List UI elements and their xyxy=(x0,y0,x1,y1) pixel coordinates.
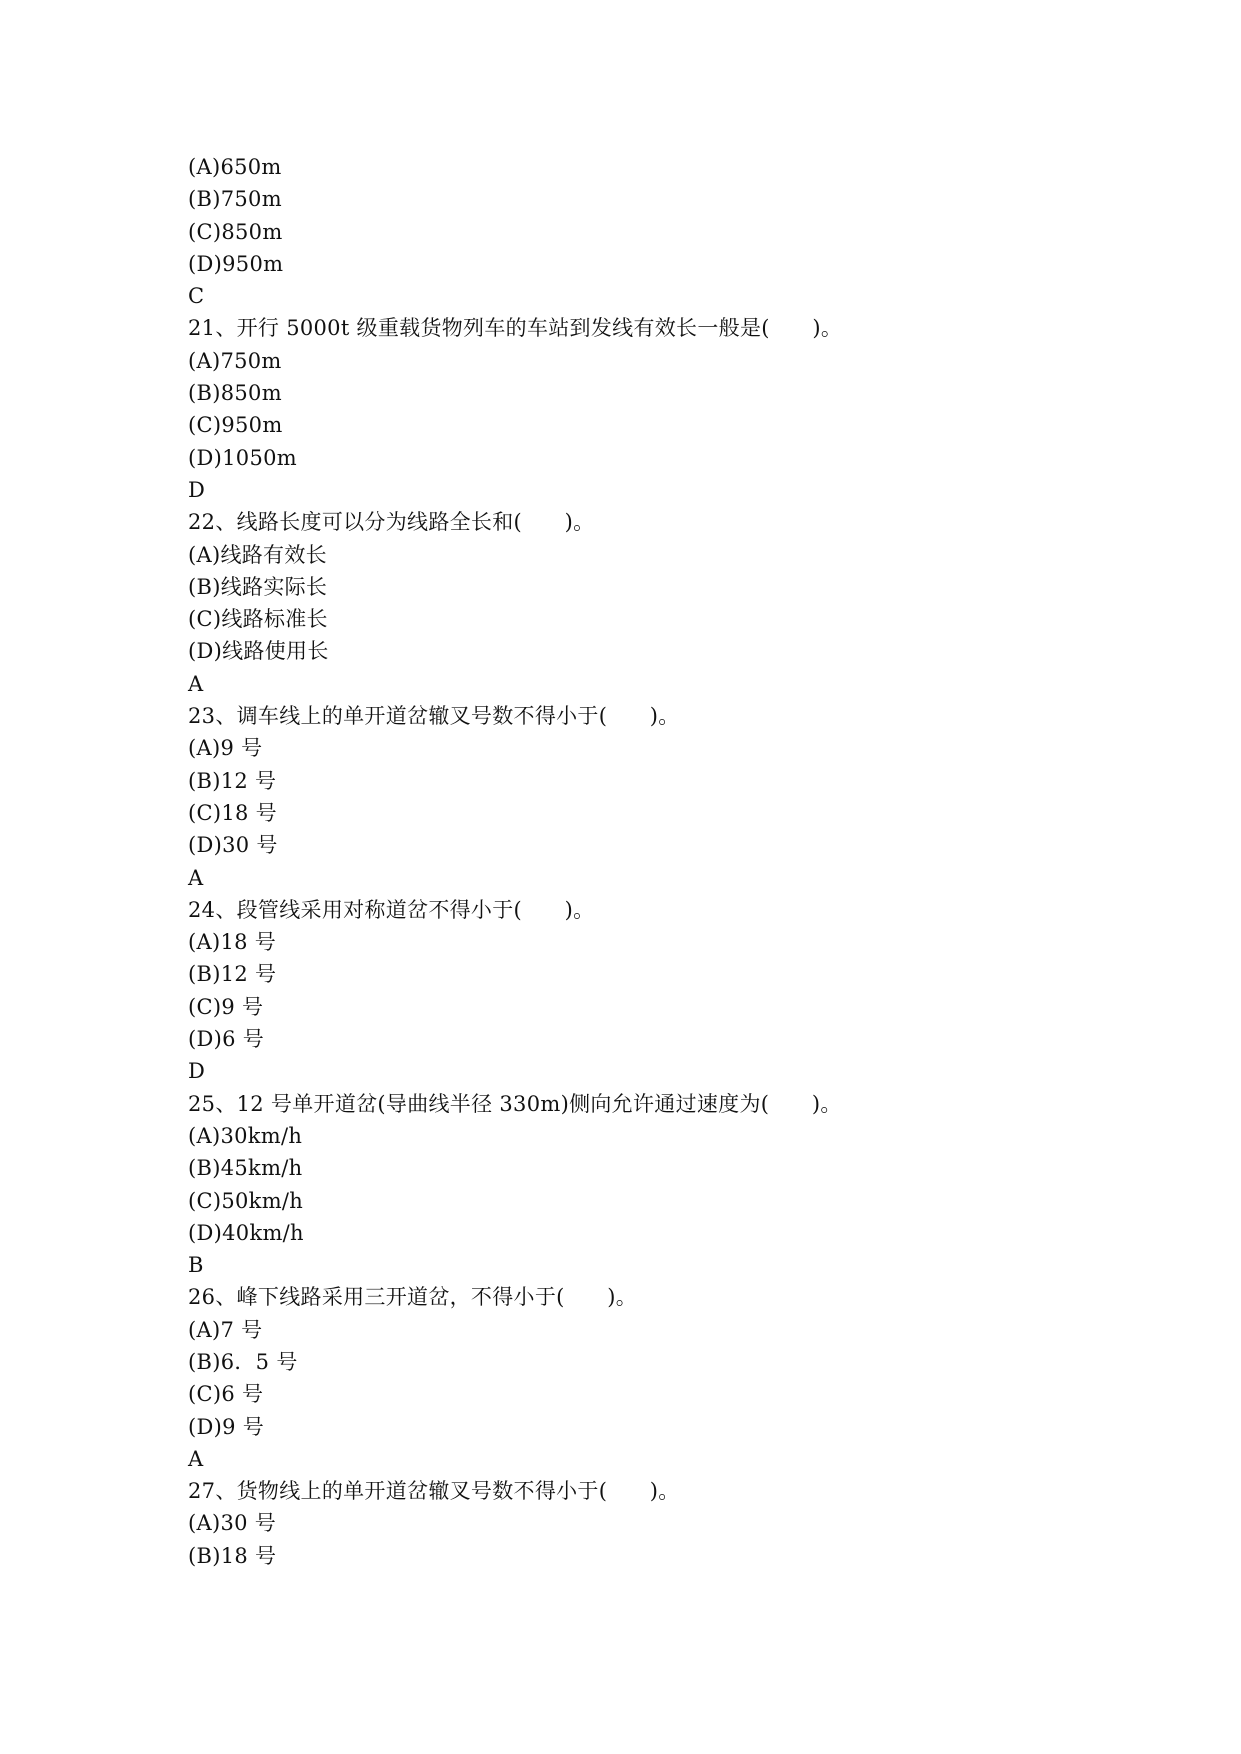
option-line: (D)1050m xyxy=(188,445,297,470)
option-line: (C)18 号 xyxy=(188,800,277,825)
option-line: (D)40km/h xyxy=(188,1220,304,1245)
answer-line: B xyxy=(188,1253,204,1278)
document-body xyxy=(188,151,1088,1572)
option-line: (B)线路实际长 xyxy=(188,574,328,599)
option-line: (B)6．5 号 xyxy=(188,1349,298,1374)
option-line: (D)950m xyxy=(188,251,284,276)
option-line: (B)18 号 xyxy=(188,1543,277,1568)
option-line: (A)18 号 xyxy=(188,930,277,955)
option-line: (B)12 号 xyxy=(188,768,277,793)
option-line: (A)7 号 xyxy=(188,1317,263,1342)
option-line: (A)9 号 xyxy=(188,736,263,761)
option-line: (C)850m xyxy=(188,219,283,244)
option-line: (D)6 号 xyxy=(188,1027,265,1052)
option-line: (C)50km/h xyxy=(188,1188,304,1213)
question-line: 21、开行 5000t 级重载货物列车的车站到发线有效长一般是( )。 xyxy=(188,316,843,341)
answer-line: A xyxy=(188,865,204,890)
option-line: (B)750m xyxy=(188,187,282,212)
option-line: (D)线路使用长 xyxy=(188,639,329,664)
option-line: (D)30 号 xyxy=(188,833,278,858)
option-line: (A)750m xyxy=(188,348,282,373)
option-line: (D)9 号 xyxy=(188,1414,265,1439)
question-line: 24、段管线采用对称道岔不得小于( )。 xyxy=(188,897,595,922)
question-line: 23、调车线上的单开道岔辙叉号数不得小于( )。 xyxy=(188,704,680,729)
option-line: (B)850m xyxy=(188,381,282,406)
option-line: (C)950m xyxy=(188,413,283,438)
answer-line: A xyxy=(188,1446,204,1471)
option-line: (A)30km/h xyxy=(188,1123,303,1148)
option-line: (C)9 号 xyxy=(188,994,264,1019)
question-line: 27、货物线上的单开道岔辙叉号数不得小于( )。 xyxy=(188,1479,680,1504)
option-line: (C)6 号 xyxy=(188,1382,264,1407)
question-line: 25、12 号单开道岔(导曲线半径 330m)侧向允许通过速度为( )。 xyxy=(188,1091,842,1116)
question-line: 22、线路长度可以分为线路全长和( )。 xyxy=(188,510,595,535)
option-line: (C)线路标准长 xyxy=(188,607,328,632)
option-line: (A)线路有效长 xyxy=(188,542,327,567)
answer-line: D xyxy=(188,477,206,502)
answer-line: A xyxy=(188,671,204,696)
answer-line: C xyxy=(188,284,205,309)
question-line: 26、峰下线路采用三开道岔，不得小于( )。 xyxy=(188,1285,638,1310)
option-line: (A)650m xyxy=(188,155,282,179)
option-line: (A)30 号 xyxy=(188,1511,277,1536)
option-line: (B)12 号 xyxy=(188,962,277,987)
option-line: (B)45km/h xyxy=(188,1156,303,1181)
answer-line: D xyxy=(188,1059,206,1084)
